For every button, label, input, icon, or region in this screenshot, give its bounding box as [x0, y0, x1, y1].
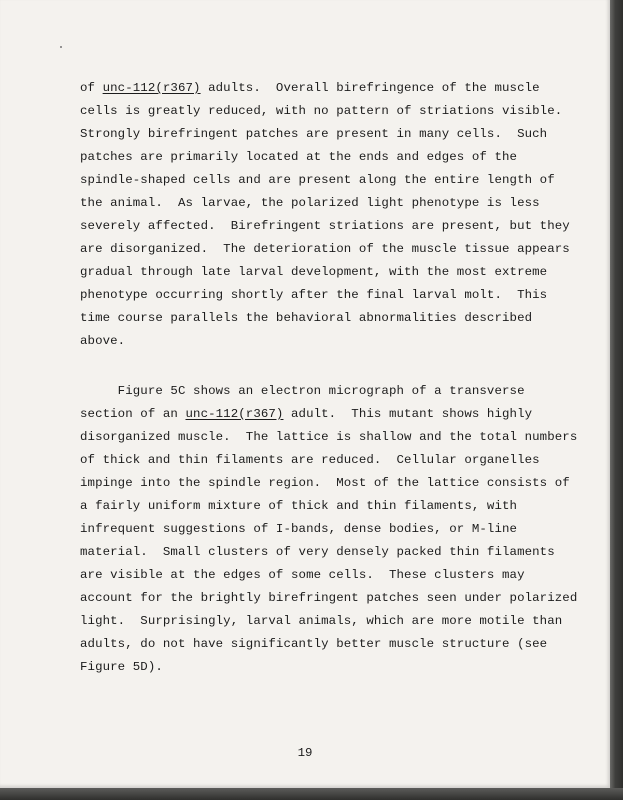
text-line	[80, 284, 570, 307]
text-segment: Figure 5D).	[80, 660, 163, 674]
text-segment: the animal. As larvae, the polarized light phenotype is less	[80, 196, 540, 210]
text-line	[80, 330, 570, 353]
text-line	[80, 587, 577, 610]
page-number: 19	[297, 746, 313, 760]
text-line	[80, 100, 570, 123]
text-line	[80, 449, 577, 472]
text-segment: impinge into the spindle region. Most of the lattice consists of	[80, 476, 570, 490]
text-segment: Figure 5C shows an electron micrograph of a transverse	[80, 384, 525, 398]
paragraph-polarized-light	[80, 77, 570, 353]
text-segment: disorganized muscle. The lattice is shallow and the total numbers	[80, 430, 578, 444]
text-line	[80, 518, 577, 541]
text-segment: cells is greatly reduced, with no pattern of striations visible.	[80, 104, 563, 118]
text-segment: are visible at the edges of some cells. These clusters may	[80, 568, 525, 582]
text-line	[80, 307, 570, 330]
text-line	[80, 192, 570, 215]
text-segment: infrequent suggestions of I-bands, dense bodies, or M-line	[80, 522, 518, 536]
text-line	[80, 77, 570, 100]
text-segment: spindle-shaped cells and are present along the entire length of	[80, 173, 555, 187]
text-segment: Strongly birefringent patches are present in many cells. Such	[80, 127, 548, 141]
text-segment: above.	[80, 334, 126, 348]
text-line	[80, 380, 577, 403]
text-line	[80, 238, 570, 261]
text-segment: phenotype occurring shortly after the final larval molt. This	[80, 288, 548, 302]
text-line	[80, 261, 570, 284]
text-segment: gradual through late larval development, with the most extreme	[80, 265, 548, 279]
scan-edge-right	[610, 0, 623, 800]
gene-name-underlined: unc-112(r367)	[102, 81, 201, 95]
text-segment: severely affected. Birefringent striations are present, but they	[80, 219, 570, 233]
text-segment: adults. Overall birefringence of the muscle	[200, 81, 540, 95]
text-line	[80, 633, 577, 656]
text-line	[80, 403, 577, 426]
paragraph-electron-micrograph	[80, 380, 577, 679]
text-line	[80, 123, 570, 146]
text-segment: adult. This mutant shows highly	[283, 407, 533, 421]
text-line	[80, 472, 577, 495]
text-segment: of	[80, 81, 103, 95]
text-line	[80, 656, 577, 679]
text-segment: adults, do not have significantly better muscle structure (see	[80, 637, 548, 651]
text-line	[80, 146, 570, 169]
text-segment: section of an	[80, 407, 186, 421]
text-segment: a fairly uniform mixture of thick and thin filaments, with	[80, 499, 518, 513]
text-line	[80, 215, 570, 238]
paper-speck	[60, 46, 62, 48]
text-segment: light. Surprisingly, larval animals, which are more motile than	[80, 614, 563, 628]
scan-edge-bottom	[0, 788, 623, 800]
text-line	[80, 541, 577, 564]
text-segment: are disorganized. The deterioration of the muscle tissue appears	[80, 242, 570, 256]
text-segment: of thick and thin filaments are reduced. Cellular organelles	[80, 453, 540, 467]
text-segment: time course parallels the behavioral abnormalities described	[80, 311, 533, 325]
text-line	[80, 169, 570, 192]
gene-name-underlined: unc-112(r367)	[185, 407, 284, 421]
text-line	[80, 610, 577, 633]
text-segment: material. Small clusters of very densely packed thin filaments	[80, 545, 555, 559]
text-segment: patches are primarily located at the ends and edges of the	[80, 150, 518, 164]
text-segment: account for the brightly birefringent patches seen under polarized	[80, 591, 578, 605]
text-line	[80, 495, 577, 518]
text-line	[80, 426, 577, 449]
text-line	[80, 564, 577, 587]
